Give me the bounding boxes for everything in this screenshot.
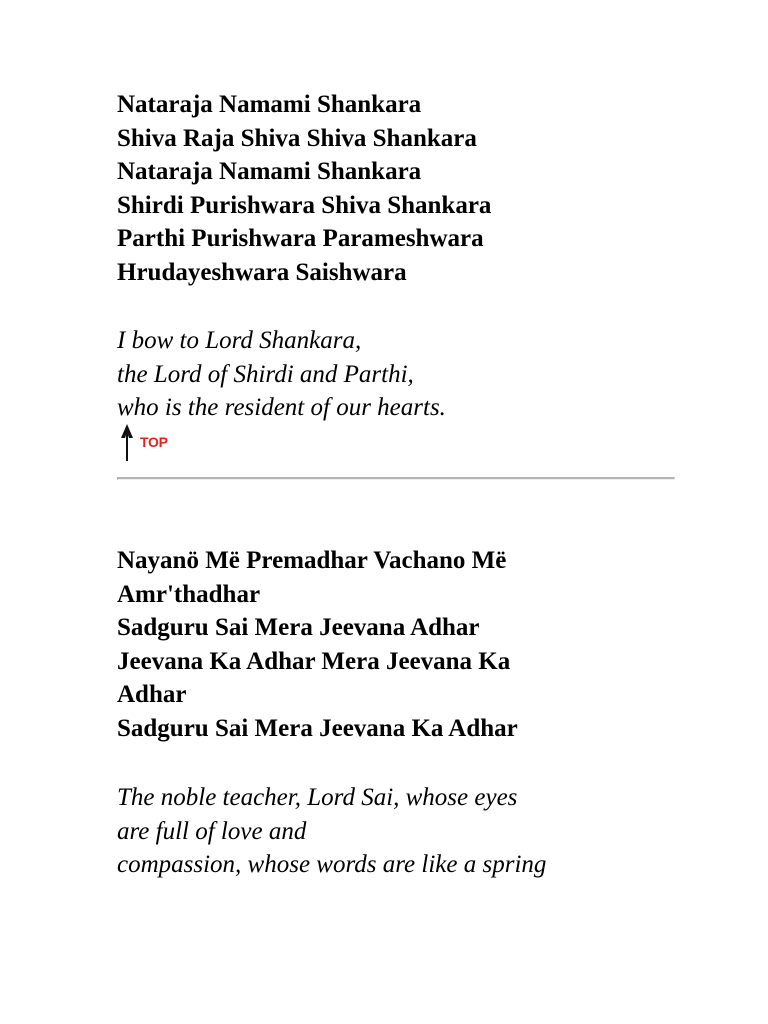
meaning-line: I bow to Lord Shankara, xyxy=(117,327,362,354)
lyric-line: Shiva Raja Shiva Shiva Shankara xyxy=(117,124,477,152)
lyric-line: Jeevana Ka Adhar Mera Jeevana Ka xyxy=(117,647,511,675)
meaning-line: are full of love and xyxy=(117,817,307,845)
lyric-line: Nataraja Namami Shankara xyxy=(117,158,422,185)
up-arrow-icon xyxy=(119,424,139,462)
bhajan-meaning-1 xyxy=(117,324,717,425)
meaning-line: who is the resident of our hearts. xyxy=(117,394,446,421)
meaning-line: the Lord of Shirdi and Parthi, xyxy=(117,360,414,388)
lyric-line: Sadguru Sai Mera Jeevana Ka Adhar xyxy=(117,714,518,742)
meaning-line: compassion, whose words are like a spring xyxy=(117,851,547,878)
lyric-line: Nayanö Më Premadhar Vachano Më xyxy=(117,547,507,574)
lyric-line: Hrudayeshwara Saishwara xyxy=(117,258,407,286)
lyric-line: Shirdi Purishwara Shiva Shankara xyxy=(117,191,492,219)
lyric-line: Nataraja Namami Shankara xyxy=(117,91,422,118)
meaning-line: The noble teacher, Lord Sai, whose eyes xyxy=(117,784,518,811)
bhajan-lyrics-1 xyxy=(117,88,717,289)
lyric-line: Parthi Purishwara Parameshwara xyxy=(117,225,484,252)
bhajan-lyrics-2 xyxy=(117,544,717,745)
lyric-line: Adhar xyxy=(117,681,187,708)
section-divider xyxy=(117,477,675,480)
lyric-line: Amr'thadhar xyxy=(117,580,261,608)
bhajan-meaning-2 xyxy=(117,781,717,882)
back-to-top-link[interactable] xyxy=(119,424,179,462)
lyric-line: Sadguru Sai Mera Jeevana Adhar xyxy=(117,614,480,641)
top-link-label: TOP xyxy=(140,434,168,450)
